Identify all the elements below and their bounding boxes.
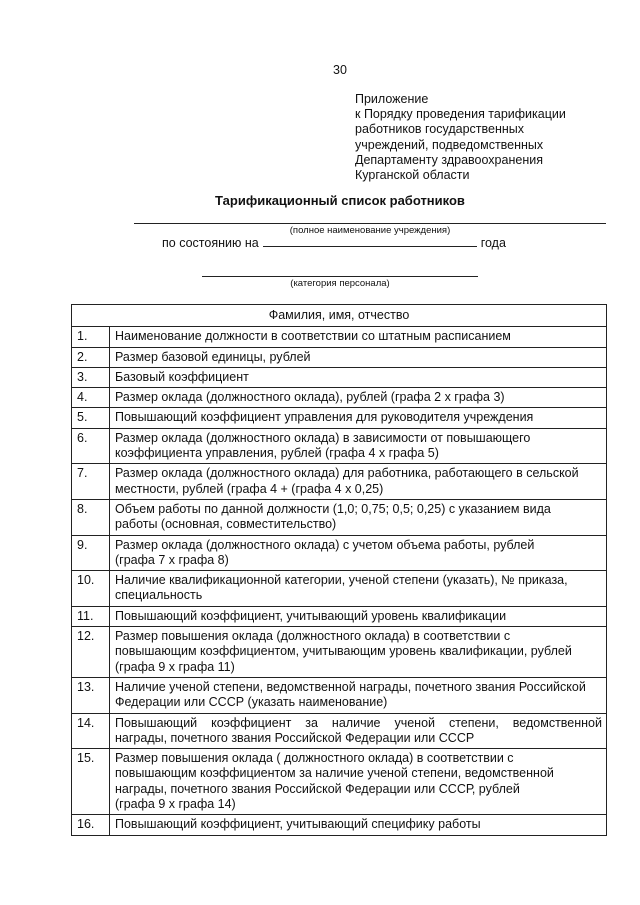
institution-name-line [134,223,606,224]
category-line [202,276,478,277]
row-number: 13. [72,677,110,713]
table-row [72,327,607,347]
row-text [110,815,607,835]
header-full-name: Фамилия, имя, отчество [72,305,607,327]
row-number: 10. [72,571,110,607]
row-text-line: (графа 9 х графа 11) [115,659,235,674]
row-number: 16. [72,815,110,835]
row-number: 7. [72,464,110,500]
row-number: 1. [72,327,110,347]
row-number: 4. [72,388,110,408]
table-row [72,535,607,571]
row-text [110,428,607,464]
table-header-row [72,305,607,327]
row-text-line: коэффициента управления, рублей (графа 4 х графа 5) [115,446,439,461]
row-text-line: награды, почетного звания Российской Федерации или СССР [115,730,475,745]
table-row [72,499,607,535]
table-row [72,815,607,835]
row-number: 8. [72,499,110,535]
row-text-line: Размер оклада (должностного оклада) в зависимости от повышающего [115,430,531,445]
state-suffix: года [480,236,506,250]
row-text [110,464,607,500]
row-text-line: Федерации или СССР (указать наименование) [115,695,388,710]
table-row [72,606,607,626]
row-text [110,627,607,678]
row-number: 2. [72,347,110,367]
row-text [110,499,607,535]
row-text-line: (графа 7 х графа 8) [115,552,229,567]
row-text-line: Повышающий коэффициент за наличие ученой степени, ведомственной [115,715,602,730]
table-row [72,388,607,408]
table-body [72,327,607,835]
row-text [110,677,607,713]
row-text [110,606,607,626]
row-text-line: работы (основная, совместительство) [115,517,337,532]
table-row [72,677,607,713]
row-text [110,535,607,571]
date-blank-line [263,235,477,247]
row-text-line: Наличие квалификационной категории, ученой степени (указать), № приказа, [115,573,568,588]
row-text-line: (графа 9 х графа 14) [115,797,236,812]
row-text-line: Размер повышения оклада ( должностного оклада) в соответствии с [115,751,514,766]
row-text-line: специальность [115,588,203,603]
row-number: 12. [72,627,110,678]
row-text-line: Повышающий коэффициент управления для руководителя учреждения [115,410,534,425]
row-text [110,347,607,367]
row-text-line: Размер оклада (должностного оклада) для работника, работающего в сельской [115,466,579,481]
appendix-line: работников государственных [355,122,525,137]
row-text-line: Наличие ученой степени, ведомственной награды, почетного звания Российской [115,679,586,694]
page-number: 30 [333,63,347,77]
row-text-line: местности, рублей (графа 4 + (графа 4 х 0,25) [115,481,384,496]
table-row [72,347,607,367]
row-text-line: Повышающий коэффициент, учитывающий специфику работы [115,817,481,832]
document-title: Тарификационный список работников [215,193,465,208]
row-text [110,388,607,408]
row-text-line: повышающим коэффициентом за наличие ученой степени, ведомственной [115,766,554,781]
table-row [72,627,607,678]
appendix-line: учреждений, подведомственных [355,137,544,152]
row-text-line: Размер оклада (должностного оклада) с учетом объема работы, рублей [115,537,535,552]
row-number: 9. [72,535,110,571]
row-text-line: Базовый коэффициент [115,369,249,384]
table-row [72,713,607,749]
state-date-row [162,235,506,250]
row-number: 6. [72,428,110,464]
tariff-table [71,304,607,836]
table-row [72,464,607,500]
table-row [72,408,607,428]
row-text-line: Размер оклада (должностного оклада), рублей (графа 2 х графа 3) [115,390,505,405]
row-number: 3. [72,367,110,387]
row-text-line: повышающим коэффициентом, учитывающим уровень квалификации, рублей [115,644,572,659]
row-text [110,571,607,607]
appendix-note [355,92,635,183]
row-text [110,749,607,815]
row-text [110,367,607,387]
row-number: 5. [72,408,110,428]
row-number: 14. [72,713,110,749]
appendix-line: Приложение [355,92,429,106]
row-number: 15. [72,749,110,815]
row-text-line: Объем работы по данной должности (1,0; 0,75; 0,5; 0,25) с указанием вида [115,501,551,516]
table-row [72,571,607,607]
row-text-line: Наименование должности в соответствии со штатным расписанием [115,329,511,344]
table-row [72,428,607,464]
table-row [72,367,607,387]
row-text [110,408,607,428]
row-number: 11. [72,606,110,626]
row-text-line: Размер повышения оклада (должностного оклада) в соответствии с [115,629,511,644]
appendix-line: к Порядку проведения тарификации [355,107,566,122]
appendix-line: Курганской области [355,168,470,183]
row-text-line: Размер базовой единицы, рублей [115,349,311,364]
row-text [110,327,607,347]
state-prefix: по состоянию на [162,236,259,250]
category-caption: (категория персонала) [290,278,390,289]
institution-caption: (полное наименование учреждения) [289,225,451,236]
row-text-line: Повышающий коэффициент, учитывающий уровень квалификации [115,608,507,623]
table-row [72,749,607,815]
row-text-line: награды, почетного звания Российской Федерации или СССР, рублей [115,781,520,796]
row-text [110,713,607,749]
appendix-line: Департаменту здравоохранения [355,152,543,167]
